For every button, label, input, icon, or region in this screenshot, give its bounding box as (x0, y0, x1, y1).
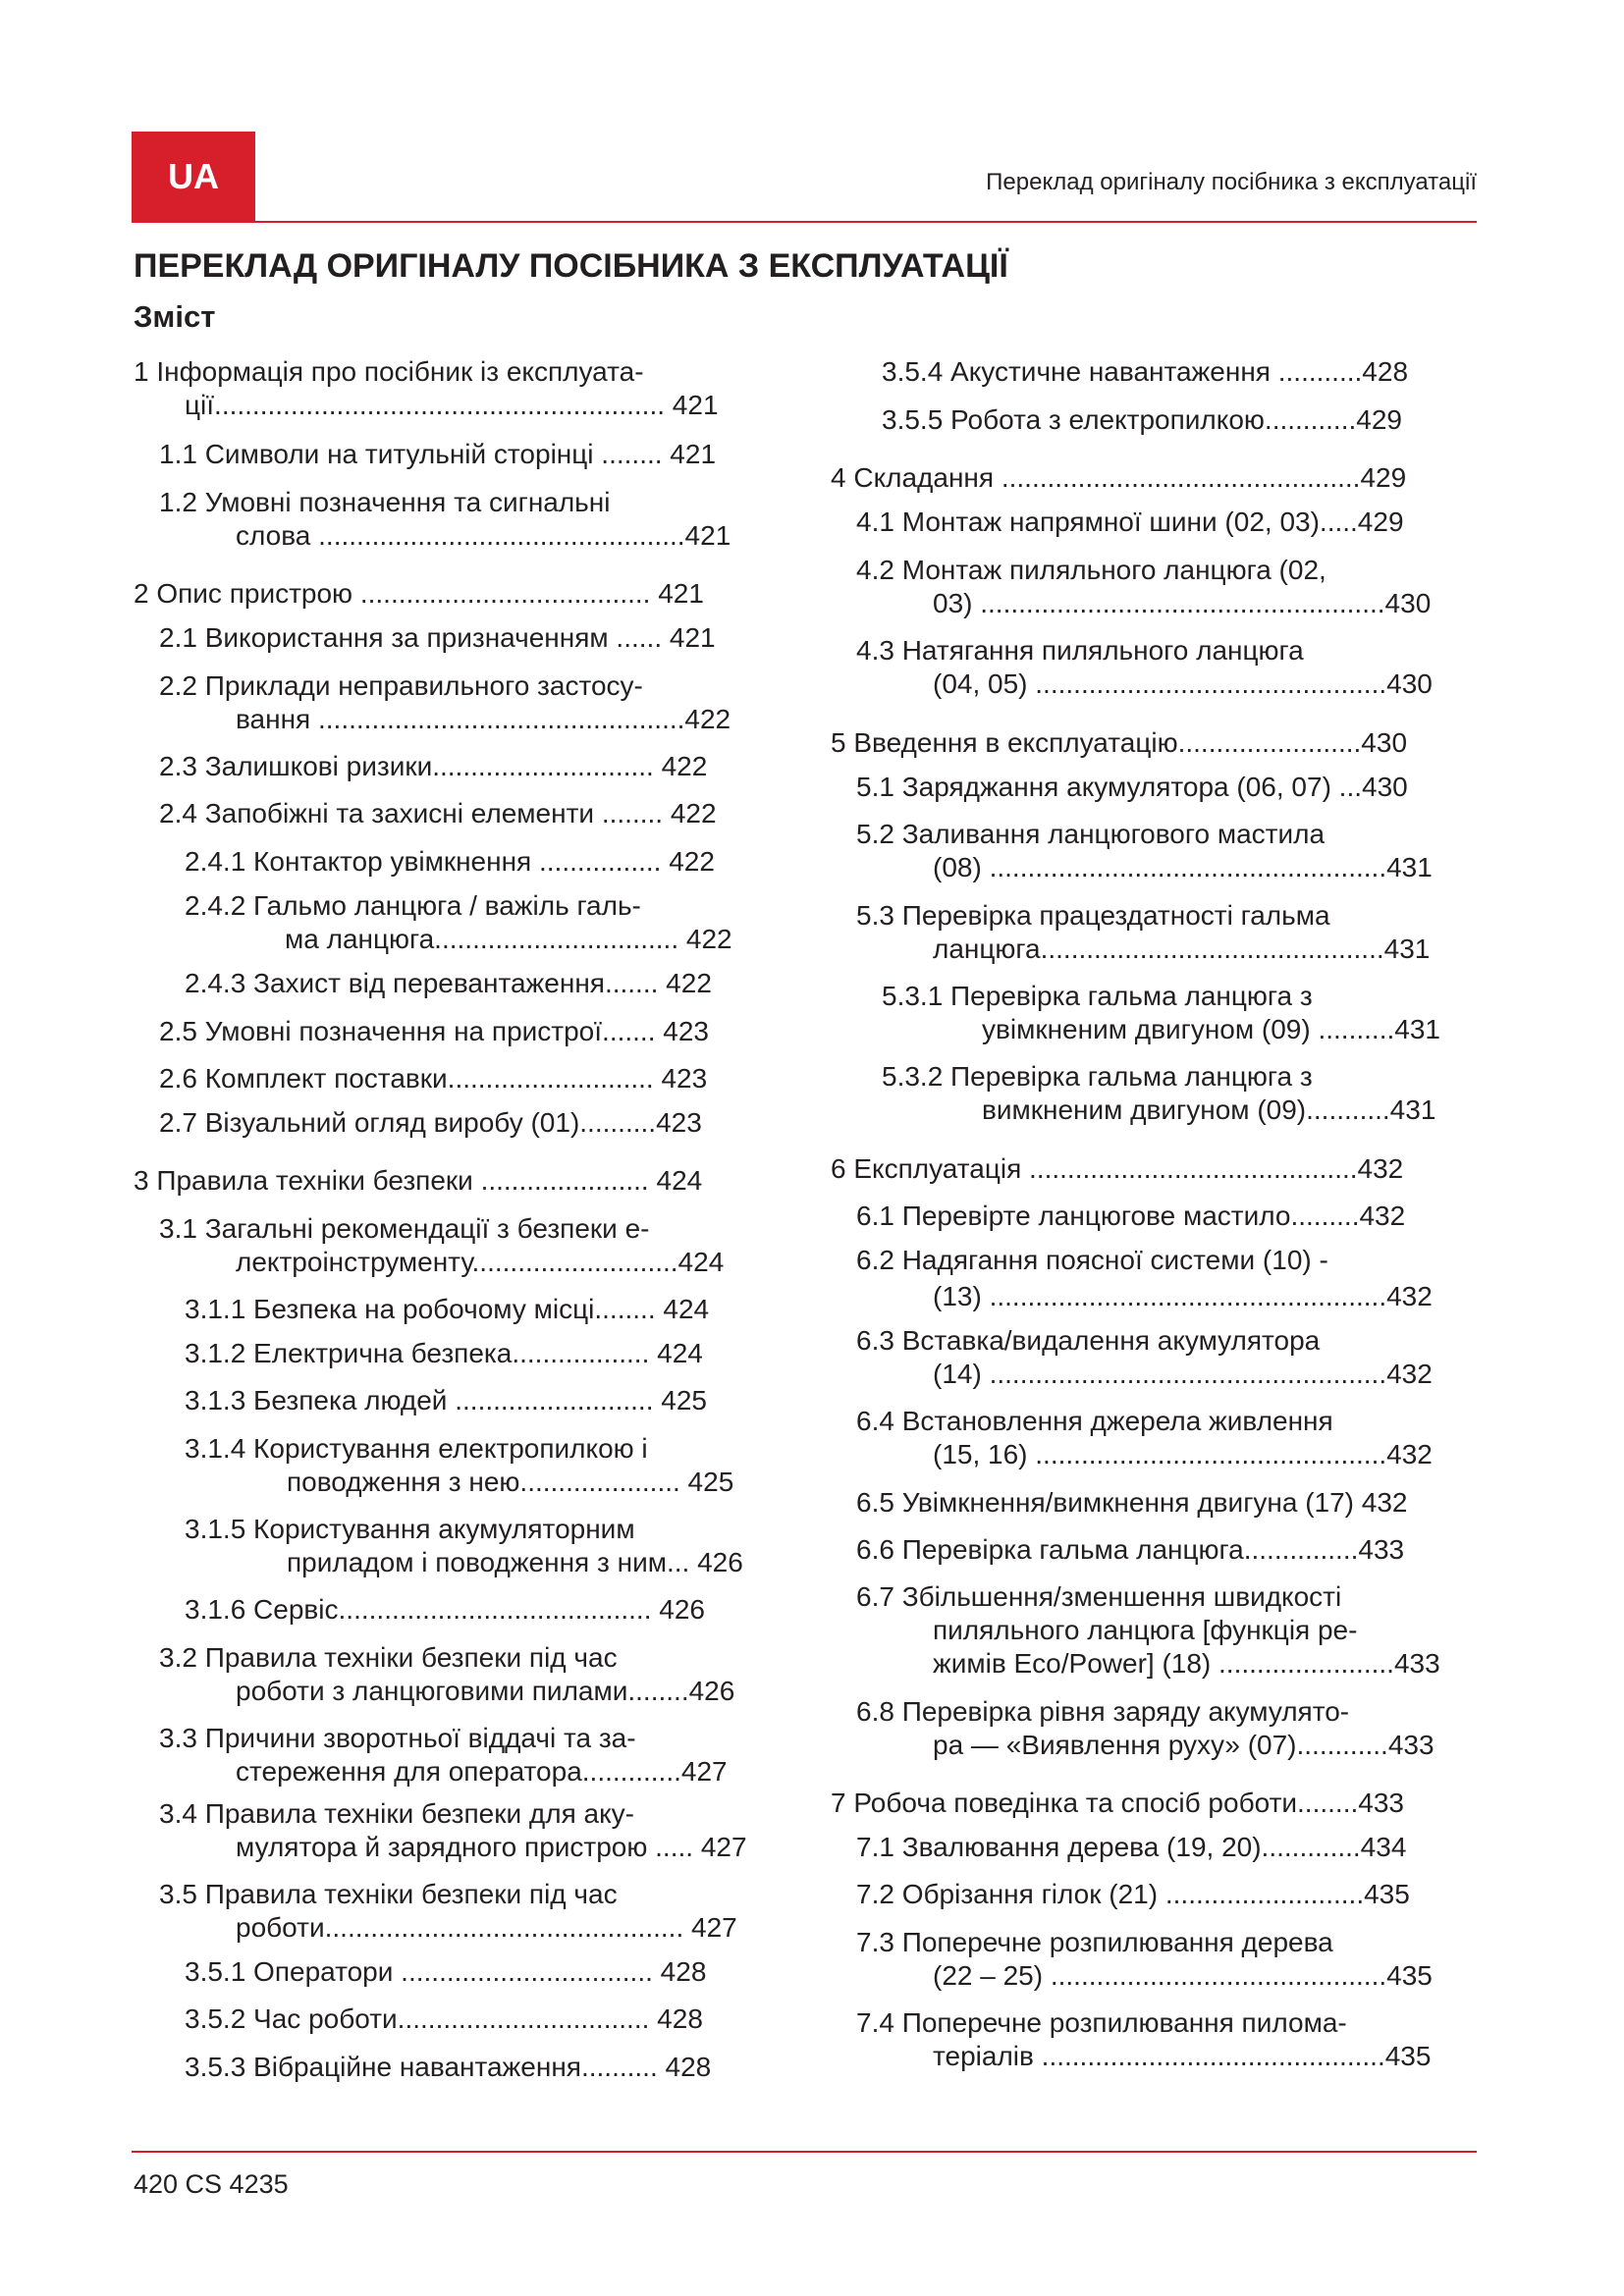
toc-entry[interactable]: 3.1.3 Безпека людей .......................... 425 (185, 1385, 707, 1415)
toc-entry[interactable]: ма ланцюга................................ 422 (285, 924, 732, 954)
toc-entry[interactable]: 5.3 Перевірка працездатності гальма (856, 900, 1330, 931)
toc-entry[interactable]: 2.7 Візуальний огляд виробу (01)..........423 (159, 1107, 702, 1138)
toc-entry[interactable]: 1.1 Символи на титульній сторінці ........ 421 (159, 439, 717, 469)
toc-entry[interactable]: 3.1 Загальні рекомендації з безпеки е- (159, 1213, 650, 1244)
toc-entry[interactable]: 3.5.4 Акустичне навантаження ...........428 (882, 356, 1409, 387)
toc-entry[interactable]: 7.1 Звалювання дерева (19, 20).............434 (856, 1832, 1407, 1862)
toc-entry[interactable]: 2.4.1 Контактор увімкнення ................ 422 (185, 846, 715, 877)
toc-entry[interactable]: ра — «Виявлення руху» (07)............433 (933, 1730, 1435, 1760)
toc-entry[interactable]: 3.1.5 Користування акумуляторним (185, 1514, 635, 1544)
toc-entry[interactable]: 7.4 Поперечне розпилювання пилома- (856, 2007, 1347, 2038)
toc-entry[interactable]: роботи............................................... 427 (236, 1912, 737, 1943)
toc-entry[interactable]: 4.2 Монтаж пиляльного ланцюга (02, (856, 555, 1326, 585)
toc-entry[interactable]: 2.3 Залишкові ризики............................. 422 (159, 751, 708, 781)
toc-entry[interactable]: 6 Експлуатація ...........................................432 (831, 1153, 1404, 1184)
toc-entry[interactable]: 3.5 Правила техніки безпеки під час (159, 1879, 618, 1909)
toc-entry[interactable]: вимкненим двигуном (09)...........431 (982, 1095, 1436, 1125)
toc-entry[interactable]: 5.2 Заливання ланцюгового мастила (856, 819, 1326, 849)
toc-entry[interactable]: 6.1 Перевірте ланцюгове мастило.........432 (856, 1201, 1406, 1231)
toc-entry[interactable]: 3 Правила техніки безпеки ...................... 424 (134, 1165, 703, 1196)
toc-entry[interactable]: 6.3 Вставка/видалення акумулятора (856, 1325, 1321, 1356)
toc-entry[interactable]: пиляльного ланцюга [функція ре- (933, 1615, 1358, 1645)
toc-entry[interactable]: мулятора й зарядного пристрою ..... 427 (236, 1832, 747, 1862)
toc-entry[interactable]: 6.7 Збільшення/зменшення швидкості (856, 1581, 1342, 1612)
toc-entry[interactable]: стереження для оператора.............427 (236, 1756, 728, 1787)
toc-entry[interactable]: жимів Eco/Power] (18) .......................433 (933, 1648, 1440, 1679)
toc-entry[interactable]: 6.4 Встановлення джерела живлення (856, 1406, 1333, 1436)
toc-entry[interactable]: 2.4.3 Захист від перевантаження....... 422 (185, 968, 712, 998)
toc-entry[interactable]: 7.2 Обрізання гілок (21) ..........................435 (856, 1879, 1410, 1909)
toc-entry[interactable]: 03) .....................................................430 (933, 588, 1432, 618)
toc-entry[interactable]: 2.4.2 Гальмо ланцюга / важіль галь- (185, 890, 641, 921)
toc-entry[interactable]: 7 Робоча поведінка та спосіб роботи........433 (831, 1788, 1404, 1818)
toc-entry[interactable]: вання ................................................422 (236, 704, 731, 734)
toc-entry[interactable]: 4 Складання ...............................................429 (831, 462, 1407, 493)
toc-entry[interactable]: 2 Опис пристрою ...................................... 421 (134, 578, 704, 609)
page-footer: 420 CS 4235 (134, 2169, 289, 2199)
toc-entry[interactable]: увімкненим двигуном (09) ..........431 (982, 1014, 1440, 1044)
toc-entry[interactable]: роботи з ланцюговими пилами........426 (236, 1676, 735, 1706)
toc-entry[interactable]: слова ................................................421 (236, 520, 731, 551)
toc-entry[interactable]: (15, 16) ..............................................432 (933, 1439, 1433, 1469)
toc-entry[interactable]: 6.6 Перевірка гальма ланцюга...............433 (856, 1534, 1405, 1565)
toc-entry[interactable]: 3.1.6 Сервіс......................................... 426 (185, 1594, 705, 1625)
toc-entry[interactable]: 2.1 Використання за призначенням ...... 421 (159, 622, 716, 653)
toc-entry[interactable]: 4.1 Монтаж напрямної шини (02, 03).....429 (856, 507, 1404, 537)
toc-heading: Зміст (134, 299, 216, 334)
toc-entry[interactable]: 3.2 Правила техніки безпеки під час (159, 1642, 618, 1673)
toc-entry[interactable]: 3.1.1 Безпека на робочому місці........ 424 (185, 1294, 710, 1324)
page-title: ПЕРЕКЛАД ОРИГІНАЛУ ПОСІБНИКА З ЕКСПЛУАТАЦІЇ (134, 247, 1008, 285)
toc-entry[interactable]: 6.2 Надягання поясної системи (10) - (856, 1245, 1328, 1275)
toc-entry[interactable]: ції........................................................... 421 (185, 390, 719, 420)
toc-entry[interactable]: (22 – 25) ............................................435 (933, 1960, 1433, 1991)
toc-entry[interactable]: (04, 05) ..............................................430 (933, 668, 1433, 699)
language-badge: UA (132, 132, 255, 222)
toc-entry[interactable]: (14) ....................................................432 (933, 1359, 1433, 1389)
toc-entry[interactable]: 1 Інформація про посібник із експлуата- (134, 356, 644, 387)
toc-entry[interactable]: 3.1.2 Електрична безпека.................. 424 (185, 1338, 703, 1368)
toc-entry[interactable]: лектроінструменту...........................424 (236, 1247, 725, 1277)
toc-entry[interactable]: 7.3 Поперечне розпилювання дерева (856, 1927, 1333, 1957)
toc-entry[interactable]: поводження з нею..................... 425 (287, 1467, 734, 1497)
running-header-title: Переклад оригіналу посібника з експлуатації (986, 169, 1477, 195)
toc-entry[interactable]: теріалів .............................................435 (933, 2041, 1432, 2071)
toc-entry[interactable]: (13) ....................................................432 (933, 1281, 1433, 1311)
toc-entry[interactable]: 2.4 Запобіжні та захисні елементи ........ 422 (159, 798, 717, 828)
toc-entry[interactable]: 2.5 Умовні позначення на пристрої....... 423 (159, 1016, 709, 1046)
toc-entry[interactable]: 3.5.1 Оператори ................................. 428 (185, 1956, 707, 1987)
toc-entry[interactable]: 3.3 Причини зворотньої віддачі та за- (159, 1723, 636, 1753)
toc-entry[interactable]: 2.6 Комплект поставки........................... 423 (159, 1063, 708, 1094)
toc-entry[interactable]: 3.5.5 Робота з електропилкою............429 (882, 404, 1402, 435)
toc-entry[interactable]: 6.5 Увімкнення/вимкнення двигуна (17) 432 (856, 1487, 1408, 1518)
toc-entry[interactable]: 3.1.4 Користування електропилкою і (185, 1433, 648, 1464)
footer-divider (132, 2151, 1477, 2153)
toc-entry[interactable]: 1.2 Умовні позначення та сигнальні (159, 487, 611, 517)
toc-entry[interactable]: 5.3.1 Перевірка гальма ланцюга з (882, 981, 1313, 1011)
toc-entry[interactable]: 5 Введення в експлуатацію........................430 (831, 727, 1408, 758)
toc-entry[interactable]: 3.5.2 Час роботи................................. 428 (185, 2003, 703, 2034)
toc-entry[interactable]: 3.5.3 Вібраційне навантаження.......... 428 (185, 2052, 712, 2082)
toc-entry[interactable]: 3.4 Правила техніки безпеки для аку- (159, 1798, 634, 1829)
toc-entry[interactable]: 5.1 Заряджання акумулятора (06, 07) ...430 (856, 772, 1408, 802)
toc-entry[interactable]: 2.2 Приклади неправильного застосу- (159, 670, 643, 701)
toc-entry[interactable]: 6.8 Перевірка рівня заряду акумулято- (856, 1696, 1350, 1727)
toc-entry[interactable]: ланцюга.............................................431 (933, 934, 1431, 964)
header-divider (132, 221, 1477, 223)
toc-entry[interactable]: 5.3.2 Перевірка гальма ланцюга з (882, 1061, 1313, 1092)
toc-entry[interactable]: (08) ....................................................431 (933, 852, 1433, 882)
toc-entry[interactable]: приладом і поводження з ним... 426 (287, 1547, 743, 1577)
toc-entry[interactable]: 4.3 Натягання пиляльного ланцюга (856, 635, 1304, 666)
